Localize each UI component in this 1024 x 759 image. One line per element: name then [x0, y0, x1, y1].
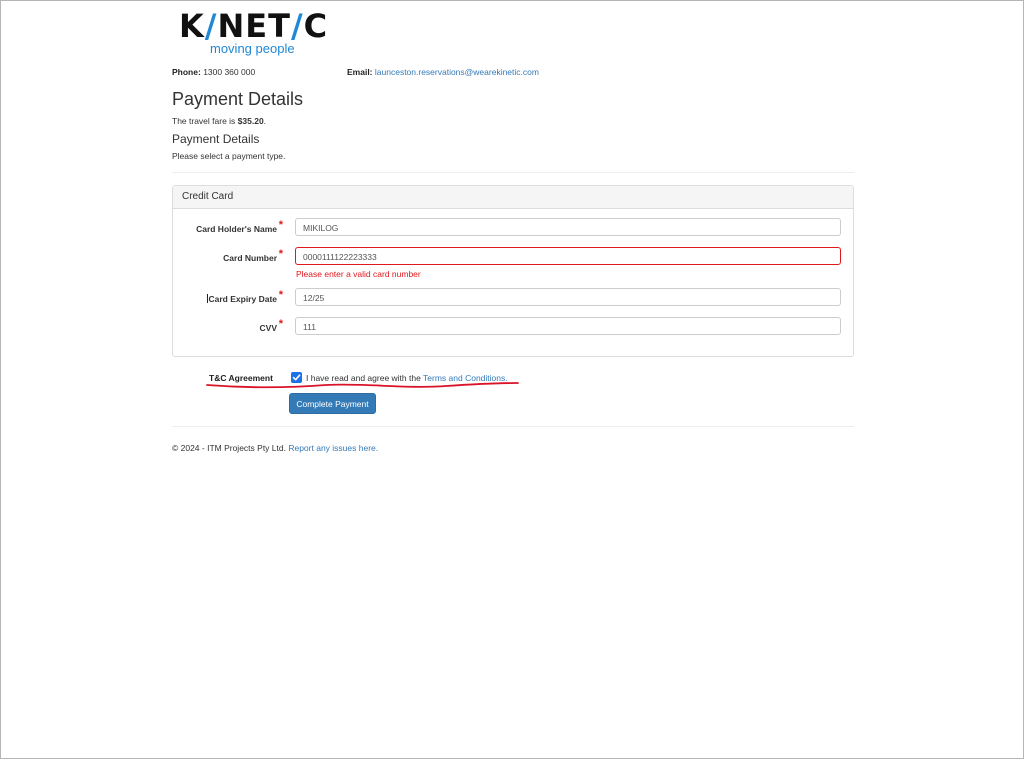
card-number-input[interactable]: 0000111122223333 [295, 247, 841, 265]
phone-value: 1300 360 000 [203, 67, 256, 77]
footer-divider [172, 426, 854, 427]
complete-payment-button[interactable]: Complete Payment [289, 393, 376, 414]
report-issues-link[interactable]: Report any issues here. [288, 443, 379, 453]
logo-wordmark: K/NET/C [179, 7, 329, 45]
required-marker: * [278, 289, 283, 301]
contact-email [347, 67, 539, 77]
required-marker: * [278, 248, 283, 260]
required-marker: * [278, 219, 283, 231]
expiry-label: Card Expiry Date * [208, 289, 283, 304]
logo-tagline: moving people [210, 41, 295, 56]
red-underline-annotation [206, 379, 520, 391]
section-subtitle: Payment Details [172, 132, 260, 146]
text-cursor [207, 294, 208, 303]
cvv-input[interactable]: 111 [295, 317, 841, 335]
card-expiry-input[interactable]: 12/25 [295, 288, 841, 306]
cvv-label: CVV * [259, 318, 283, 333]
footer [172, 443, 378, 453]
fare-text: The travel fare is $35.20. [172, 116, 267, 126]
tc-agreement-label: T&C Agreement [209, 373, 273, 383]
page-title: Payment Details [172, 89, 304, 109]
terms-link[interactable]: Terms and Conditions. [423, 373, 508, 383]
number-label: Card Number * [223, 248, 283, 263]
email-label: Email: [347, 67, 373, 77]
email-link[interactable]: launceston.reservations@wearekinetic.com [374, 67, 539, 77]
payment-hint: Please select a payment type. [172, 151, 286, 161]
divider [172, 172, 854, 173]
required-marker: * [278, 318, 283, 330]
kinetic-logo [179, 7, 339, 58]
credit-card-panel [172, 185, 854, 357]
tc-text: I have read and agree with the Terms and Conditions. [306, 373, 508, 383]
fare-amount: $35.20 [237, 116, 264, 126]
panel-title: Credit Card [173, 186, 853, 209]
card-number-error: Please enter a valid card number [296, 269, 421, 279]
holder-label: Card Holder's Name * [196, 219, 283, 234]
contact-phone [172, 67, 255, 77]
card-holder-input[interactable]: MIKILOG [295, 218, 841, 236]
phone-label: Phone: [172, 67, 201, 77]
copyright-text: © 2024 - ITM Projects Pty Ltd. [172, 443, 289, 453]
